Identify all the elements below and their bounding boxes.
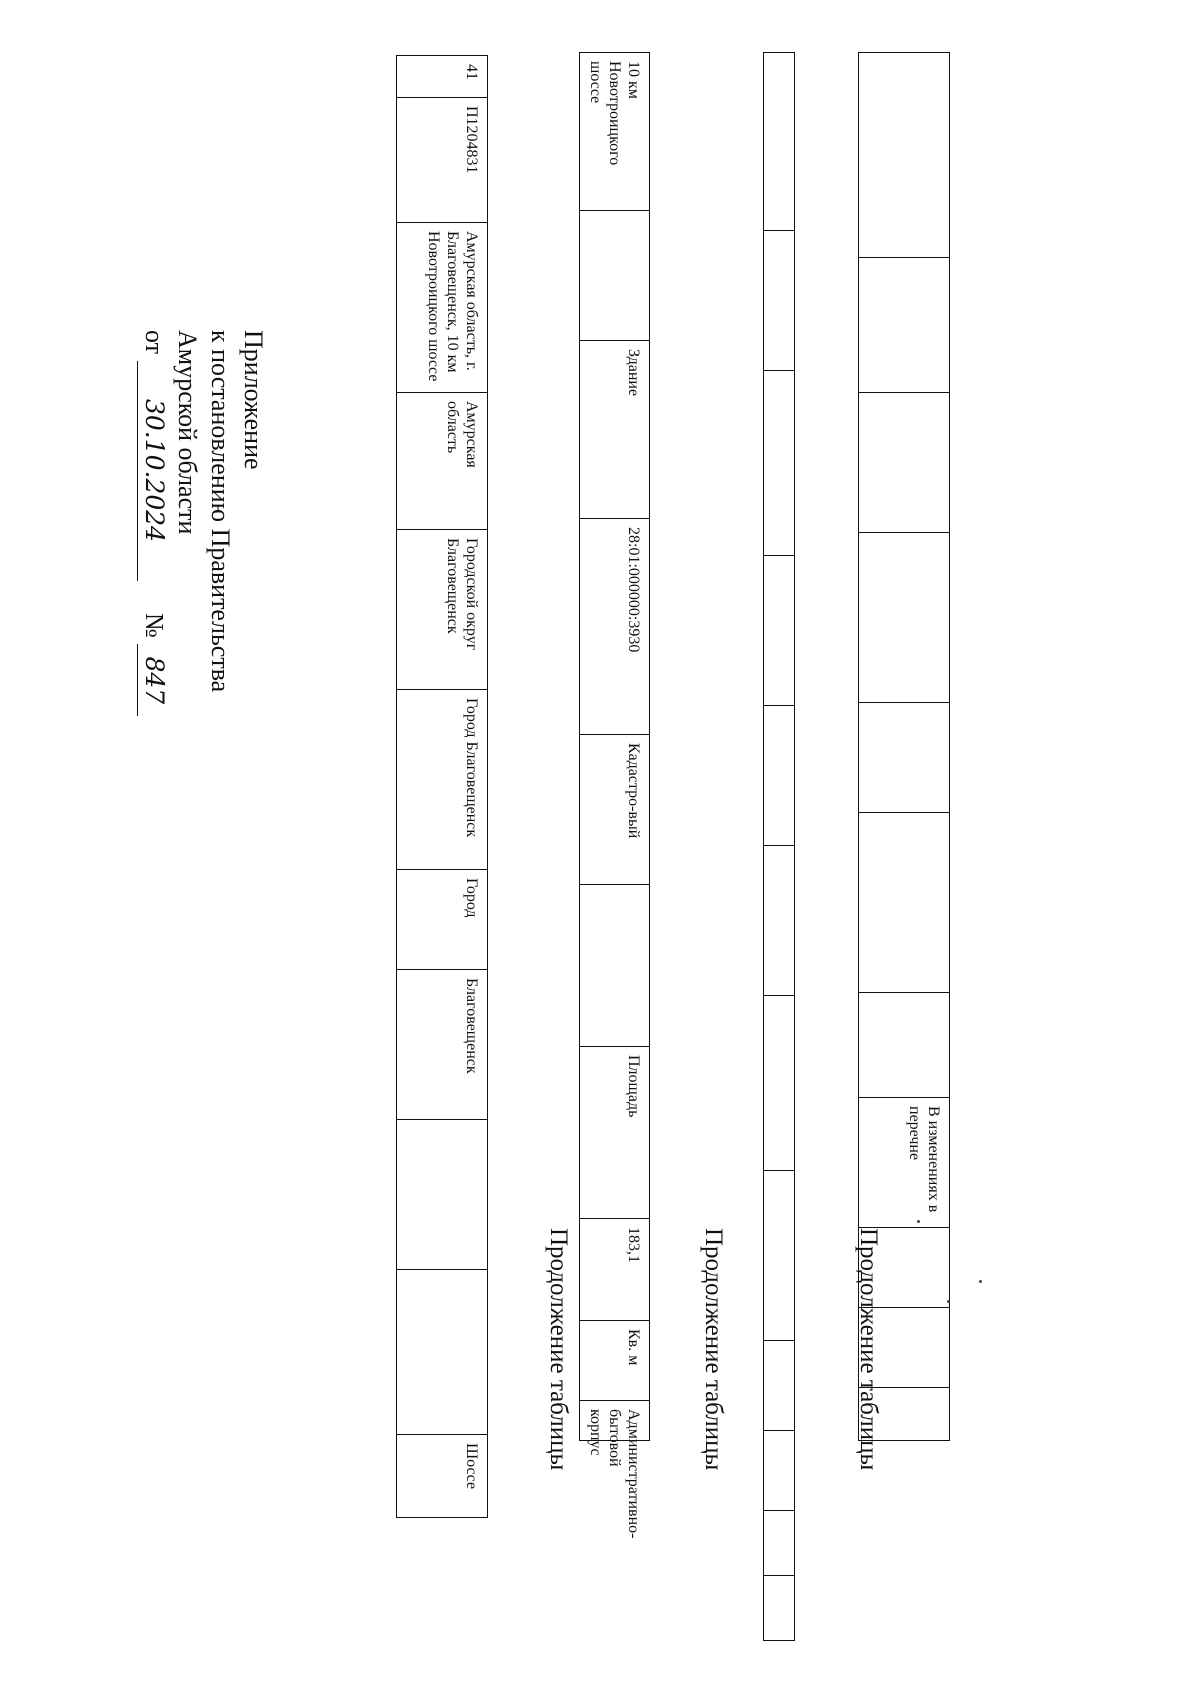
table-row-3: [763, 52, 795, 1641]
cell-address: Амурская область, г. Благовещенск, 10 км Новотроицкого шоссе: [397, 223, 488, 393]
cell-cadastral-number: 28:01:000000:3930: [580, 519, 650, 735]
cell-registry-number: П1204831: [397, 98, 488, 223]
scan-speck: [979, 1280, 982, 1283]
header-line-appendix: Приложение: [239, 330, 268, 470]
header-line-resolution: к постановлению Правительства: [206, 330, 235, 693]
cell-settlement-type: Город: [397, 870, 488, 970]
continuation-label-1: Продолжение таблицы: [545, 1228, 572, 1471]
cell-empty: [859, 813, 950, 993]
cell-unit: Кв. м: [580, 1321, 650, 1401]
cell-empty: [859, 1308, 950, 1388]
cell-area-value: 183,1: [580, 1219, 650, 1321]
cell-settlement-name: Благовещенск: [397, 970, 488, 1120]
cell-empty: [764, 1511, 795, 1576]
cell-street-type: Шоссе: [397, 1435, 488, 1518]
cell-street-name: 10 км Новотроицкого шоссе: [580, 53, 650, 211]
cell-region: Амурская область: [397, 393, 488, 530]
cell-empty: [580, 211, 650, 341]
cell-empty: [764, 1171, 795, 1341]
cell-empty: [859, 1388, 950, 1441]
header-line-region: Амурской области: [173, 330, 202, 535]
cell-empty: [397, 1120, 488, 1270]
cell-empty: [859, 53, 950, 258]
resolution-number: 847: [137, 644, 171, 716]
cell-empty: [764, 53, 795, 231]
cell-empty: [764, 371, 795, 556]
table-row-4: [858, 52, 950, 1441]
cell-empty: [859, 258, 950, 393]
cell-empty: [764, 231, 795, 371]
cell-empty: [764, 846, 795, 996]
cell-empty: [859, 393, 950, 533]
scan-speck: [947, 1300, 950, 1303]
cell-object-name: Административно-бытовой корпус: [580, 1401, 650, 1441]
scan-speck: [917, 1220, 920, 1223]
cell-empty: [859, 993, 950, 1098]
cell-empty: [580, 885, 650, 1047]
cell-empty: [764, 1341, 795, 1431]
cell-row-number: 41: [397, 56, 488, 98]
cell-empty: [859, 1228, 950, 1308]
cell-empty: [764, 1576, 795, 1641]
cell-municipal-district: Городской округ Благовещенск: [397, 530, 488, 690]
cell-empty: [764, 1431, 795, 1511]
cell-empty: [764, 706, 795, 846]
cell-settlement: Город Благовещенск: [397, 690, 488, 870]
continuation-label-3: Продолжение таблицы: [855, 1228, 882, 1471]
continuation-label-2: Продолжение таблицы: [700, 1228, 727, 1471]
table-row-2: [579, 52, 650, 1539]
header-line-date-number: [137, 330, 171, 716]
cell-empty: [764, 996, 795, 1171]
cell-empty: [859, 533, 950, 703]
cell-empty: [859, 703, 950, 813]
cell-object-type: Здание: [580, 341, 650, 519]
resolution-date: 30.10.2024: [137, 361, 171, 581]
cell-number-type: Кадастро-вый: [580, 735, 650, 885]
cell-characteristic: Площадь: [580, 1047, 650, 1219]
cell-change-note: В изменениях в перечне: [859, 1098, 950, 1228]
table-row-1: [396, 55, 488, 1518]
cell-empty: [764, 556, 795, 706]
cell-empty: [397, 1270, 488, 1435]
document-header: [137, 330, 270, 716]
number-label: №: [140, 613, 169, 638]
from-label: от: [140, 330, 169, 355]
